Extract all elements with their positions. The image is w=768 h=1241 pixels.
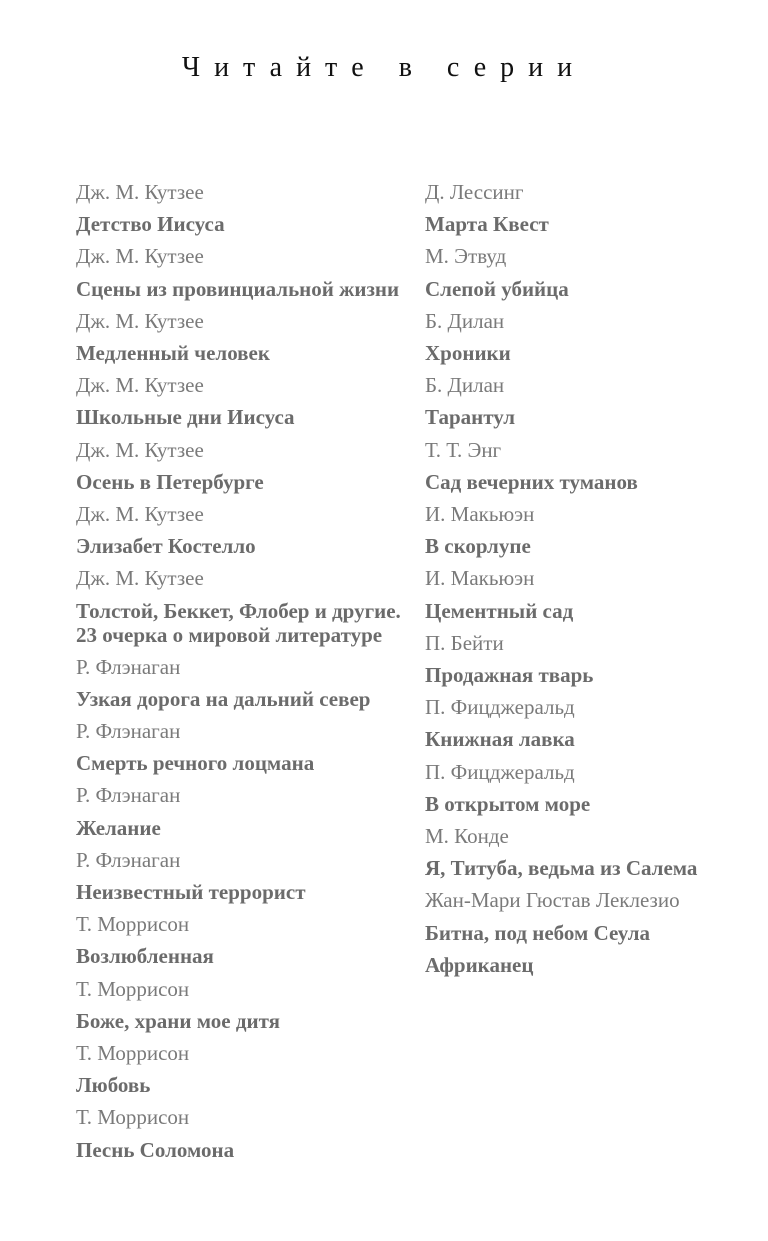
- book-title: Боже, храни мое дитя: [76, 1008, 280, 1033]
- author-name: Т. Моррисон: [76, 976, 190, 1001]
- book-title: В открытом море: [425, 791, 591, 816]
- author-name: П. Фицджеральд: [425, 695, 575, 720]
- book-title: Битна, под небом Сеула: [425, 920, 651, 945]
- author-name: Р. Флэнаган: [76, 783, 181, 808]
- author-name: Б. Дилан: [425, 373, 505, 398]
- author-name: Т. Моррисон: [76, 1105, 190, 1130]
- right-column: [425, 176, 755, 981]
- book-title: Детство Иисуса: [76, 212, 225, 237]
- book-title: Осень в Петербурге: [76, 469, 264, 494]
- author-name: Т. Моррисон: [76, 1041, 190, 1066]
- author-name: Д. Лессинг: [425, 180, 524, 204]
- author-name: Дж. М. Кутзее: [76, 244, 204, 269]
- book-title: Хроники: [425, 341, 511, 366]
- book-title: Школьные дни Иисуса: [76, 405, 295, 430]
- book-title: Сцены из провинциальной жизни: [76, 276, 400, 301]
- book-title: Цементный сад: [425, 598, 574, 623]
- author-name: Т. Т. Энг: [425, 437, 502, 462]
- book-title: Книжная лавка: [425, 727, 575, 752]
- book-title: Смерть речного лоцмана: [76, 751, 315, 776]
- author-name: Дж. М. Кутзее: [76, 502, 204, 527]
- author-name: Р. Флэнаган: [76, 847, 181, 872]
- author-name: П. Фицджеральд: [425, 759, 575, 784]
- book-title: Африканец: [425, 952, 534, 977]
- book-title: Элизабет Костелло: [76, 534, 256, 559]
- author-name: Т. Моррисон: [76, 912, 190, 937]
- book-title: Медленный человек: [76, 341, 270, 366]
- author-name: Дж. М. Кутзее: [76, 180, 204, 204]
- author-name: П. Бейти: [425, 630, 504, 655]
- book-title: Возлюбленная: [76, 944, 214, 969]
- left-column: [76, 176, 406, 1166]
- book-title: Сад вечерних туманов: [425, 469, 638, 494]
- book-title: Желание: [76, 815, 161, 840]
- book-title: Узкая дорога на дальний север: [76, 686, 371, 711]
- author-name: И. Макьюэн: [425, 566, 535, 591]
- author-name: Жан-Мари Гюстав Леклезио: [425, 888, 680, 913]
- author-name: Дж. М. Кутзее: [76, 308, 204, 333]
- book-title: Я, Титуба, ведьма из Салема: [425, 856, 698, 881]
- author-name: Р. Флэнаган: [76, 719, 181, 744]
- book-title: Слепой убийца: [425, 276, 569, 301]
- book-title: Любовь: [76, 1073, 151, 1098]
- page-title: Читайте в серии: [181, 52, 587, 83]
- book-title: В скорлупе: [425, 534, 531, 559]
- book-title: Тарантул: [425, 405, 516, 430]
- author-name: Дж. М. Кутзее: [76, 566, 204, 591]
- book-title: Толстой, Беккет, Флобер и другие. 23 очерка о мировой литературе: [76, 598, 401, 647]
- book-title: Марта Квест: [425, 212, 549, 237]
- author-name: Дж. М. Кутзее: [76, 373, 204, 398]
- author-name: И. Макьюэн: [425, 502, 535, 527]
- author-name: Р. Флэнаган: [76, 654, 181, 679]
- author-name: М. Этвуд: [425, 244, 507, 269]
- book-title: Неизвестный террорист: [76, 880, 306, 905]
- author-name: Б. Дилан: [425, 308, 505, 333]
- book-title: Песнь Соломона: [76, 1137, 235, 1162]
- author-name: М. Конде: [425, 824, 509, 849]
- author-name: Дж. М. Кутзее: [76, 437, 204, 462]
- book-title: Продажная тварь: [425, 663, 594, 688]
